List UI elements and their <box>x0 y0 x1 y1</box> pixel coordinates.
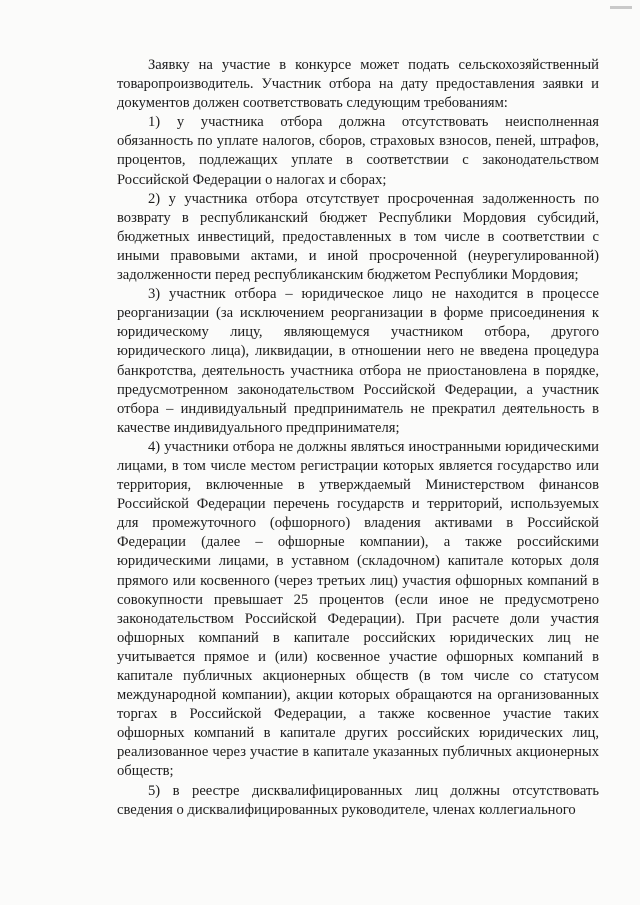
scan-mark <box>610 6 632 9</box>
requirement-4-paragraph: 4) участники отбора не должны являться иностранными юридическими лицами, в том числе местом регистрации которых является государство или территория, включенные в утверждаемый Министерством финансов Российской Федерации перечень государств и территорий, используемых для промежуточного (офшорного) владения активами в Российской Федерации (далее – офшорные компании), а также российскими юридическими лицами, в уставном (складочном) капитале которых доля прямого или косвенного (через третьих лиц) участия офшорных компаний в совокупности превышает 25 процентов (если иное не предусмотрено законодательством Российской Федерации). При расчете доли участия офшорных компаний в капитале российских юридических лиц не учитывается прямое и (или) косвенное участие офшорных компаний в капитале публичных акционерных обществ (в том числе со статусом международной компании), акции которых обращаются на организованных торгах в Российской Федерации, а также косвенное участие таких офшорных компаний в капитале других российских юридических лиц, реализованное через участие в капитале указанных публичных акционерных обществ; <box>117 438 599 780</box>
requirement-5-paragraph: 5) в реестре дисквалифицированных лиц должны отсутствовать сведения о дисквалифицированных руководителе, членах коллегиального <box>117 782 599 818</box>
requirement-1-paragraph: 1) у участника отбора должна отсутствовать неисполненная обязанность по уплате налогов, сборов, страховых взносов, пеней, штрафов, процентов, подлежащих уплате в соответствии с законодательством Российской Федерации о налогах и сборах; <box>117 114 599 188</box>
requirement-3-paragraph: 3) участник отбора – юридическое лицо не находится в процессе реорганизации (за исключением реорганизации в форме присоединения к юридическому лицу, являющемуся участником отбора, другого юридического лица), ликвидации, в отношении него не введена процедура банкротства, деятельность участника отбора не приостановлена в порядке, предусмотренном законодательством Российской Федерации, а участник отбора – индивидуальный предприниматель не прекратил деятельность в качестве индивидуального предпринимателя; <box>117 286 599 436</box>
intro-paragraph: Заявку на участие в конкурсе может подать сельскохозяйственный товаропроизводитель. Участник отбора на дату предоставления заявки и документов должен соответствовать следующим требованиям: <box>117 57 599 112</box>
requirement-2-paragraph: 2) у участника отбора отсутствует просроченная задолженность по возврату в республиканский бюджет Республики Мордовия субсидий, бюджетных инвестиций, предоставленных в том числе в соответствии с иными правовыми актами, и иной просроченной (неурегулированной) задолженности перед республиканским бюджетом Республики Мордовия; <box>117 190 599 284</box>
document-body <box>117 56 599 820</box>
